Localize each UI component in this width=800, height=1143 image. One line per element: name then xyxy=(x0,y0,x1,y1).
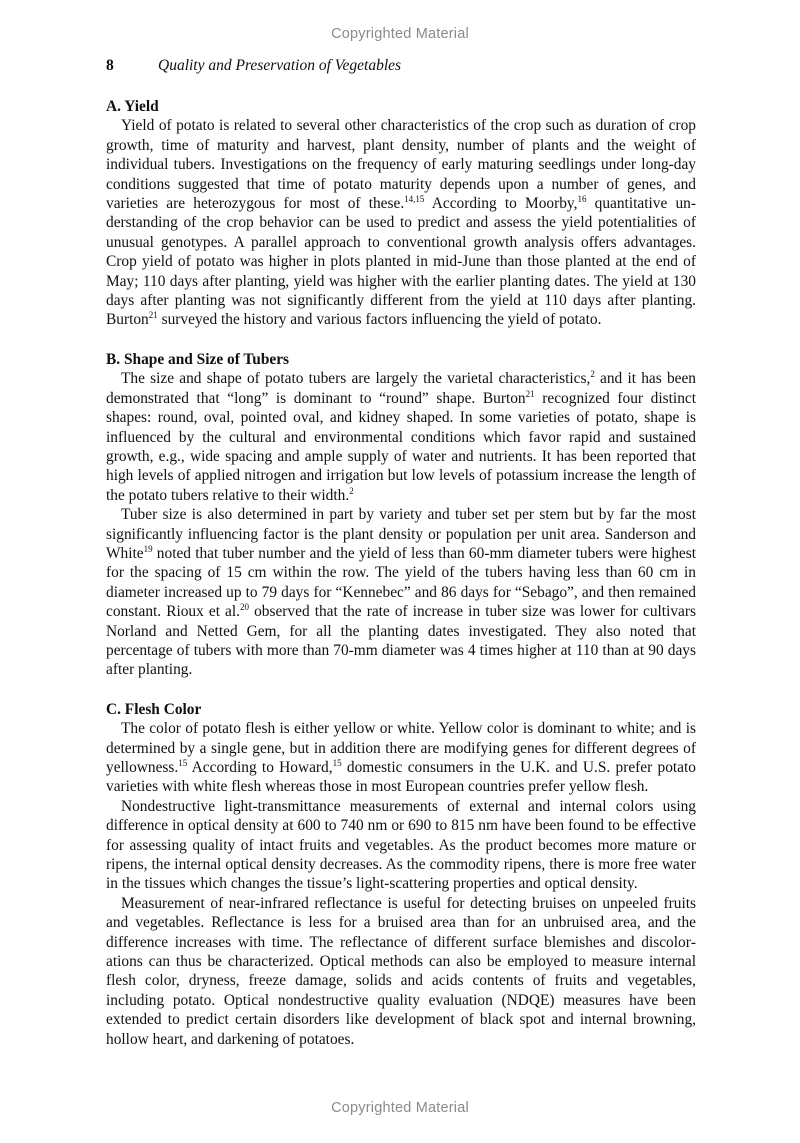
section xyxy=(106,700,696,1049)
text-run: noted that tuber number and the yield of less than 60-mm diameter tubers were highest for the spacing of 15 cm within the row. The yield of the tubers having less than 60 cm in diameter increased up to 79 days for “Kennebec” and 86 days for “Sebago”, and then remained constant. Rioux et al. xyxy=(106,544,696,621)
citation-superscript: 16 xyxy=(577,194,587,205)
running-title: Quality and Preservation of Vegetables xyxy=(158,57,402,74)
text-run: Tuber size is also determined in part by variety and tuber set per stem but by far the most significantly influencing factor is the plant density or population per unit area. Sanderson and White xyxy=(106,506,696,562)
citation-superscript: 21 xyxy=(148,310,158,321)
text-run: Measurement of near-infrared reflectance is useful for detecting bruises on unpeeled fruits and vegetables. Reflectance is less for a bruised area than for an unbruised area, and the difference increases with time. The reflectance of different surface blemishes and discolorations can thus be characterized. Optical methods can also be employed to measure internal flesh color, dryness, freeze damage, solids and acids contents of fruits and vegetables, including potato. Optical nondestructive quality evaluation (NDQE) measures have been extended to predict certain disorders like development of black spot and internal browning, hollow heart, and darkening of potatoes. xyxy=(106,894,696,1048)
paragraph xyxy=(106,894,696,1049)
text-run: surveyed the history and various factors influencing the yield of potato. xyxy=(157,311,602,329)
running-header xyxy=(106,57,401,75)
text-run: Nondestructive light-transmittance measurements of external and internal colors using difference in optical density at 600 to 740 nm or 690 to 815 nm have been found to be effective for assessing quality of intact fruits and vegetables. As the product becomes more mature or ripens, the internal optical density decreases. As the commodity ripens, there is more free water in the tissues which changes the tissue’s light-scattering properties and optical density. xyxy=(106,797,696,893)
text-run: quantitative understanding of the crop behavior can be used to predict and assess the yield potentialities of unusual genotypes. A parallel approach to conventional growth analysis offers advantages. Crop yield of potato was higher in plots planted in mid-June than those planted at the end of May; 110 days after planting, yield was higher with the earlier planting dates. The yield at 130 days after planting was not significantly different from the yield at 110 days after planting. Burton xyxy=(106,195,696,329)
text-run: The size and shape of potato tubers are largely the varietal characteristics, xyxy=(121,370,591,388)
text-run: According to Howard, xyxy=(187,759,333,776)
citation-superscript: 19 xyxy=(143,543,153,554)
section-heading: B. Shape and Size of Tubers xyxy=(106,350,290,368)
copyright-watermark-top: Copyrighted Material xyxy=(331,26,469,42)
paragraph xyxy=(106,505,696,680)
citation-superscript: 14,15 xyxy=(404,194,425,205)
paragraph xyxy=(106,369,696,505)
section-heading: C. Flesh Color xyxy=(106,700,202,718)
page-number: 8 xyxy=(106,57,114,74)
section-heading: A. Yield xyxy=(106,98,159,115)
text-run: recognized four distinct shapes: round, oval, pointed oval, and kidney shaped. In some varieties of potato, shape is influenced by the cultural and environmental conditions which favor rapid and sustained growth, e.g., wide spacing and ample supply of water and nutrients. It has been reported that high levels of applied nitrogen and irrigation but low levels of potassium increase the length of the potato tubers relative to their width. xyxy=(106,389,696,504)
citation-superscript: 2 xyxy=(590,369,595,380)
citation-superscript: 20 xyxy=(240,602,250,613)
citation-superscript: 2 xyxy=(349,485,354,496)
paragraph xyxy=(106,797,696,894)
text-run: The color of potato flesh is either yellow or white. Yellow color is dominant to white; and is determined by a single gene, but in addition there are modifying genes for different degrees of yellowness. xyxy=(106,720,696,776)
citation-superscript: 15 xyxy=(178,758,188,768)
text-run: domestic consumers in the U.K. and U.S. prefer potato varieties with white flesh whereas those in most European countries prefer yellow flesh. xyxy=(106,759,696,796)
section xyxy=(106,97,696,330)
citation-superscript: 21 xyxy=(525,388,535,399)
page-body xyxy=(106,97,696,1069)
citation-superscript: 15 xyxy=(332,758,342,768)
text-run: Yield of potato is related to several other characteristics of the crop such as duration of crop growth, time of maturity and harvest, plant density, number of plants and the weight of individual tubers. Investigations on the frequency of early maturing seedlings under long-day conditions suggested that time of potato maturity depends upon a number of genes, and varieties are heterozygous for most of these. xyxy=(106,117,696,213)
text-run: and it has been demonstrated that “long” is dominant to “round” shape. Burton xyxy=(106,370,696,407)
section xyxy=(106,350,696,680)
paragraph xyxy=(106,116,696,329)
paragraph xyxy=(106,719,696,797)
text-run: According to Moorby, xyxy=(424,195,578,213)
copyright-watermark-bottom: Copyrighted Material xyxy=(331,1100,469,1116)
text-run: observed that the rate of increase in tuber size was lower for cultivars Norland and Netted Gem, for all the planting dates investigated. They also noted that percentage of tubers with more than 70-mm diameter was 4 times higher at 110 than at 90 days after planting. xyxy=(106,603,696,679)
